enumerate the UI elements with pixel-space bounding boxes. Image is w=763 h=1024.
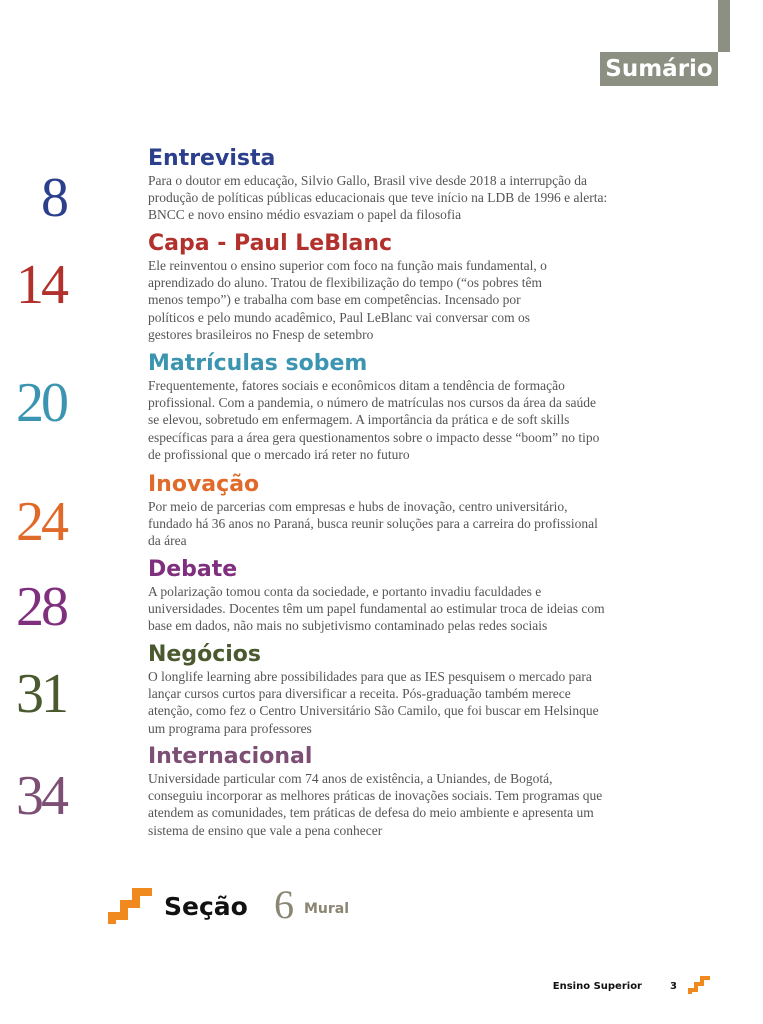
page-number: 28 bbox=[16, 576, 66, 638]
toc-entry[interactable] bbox=[0, 351, 700, 465]
page-number: 14 bbox=[16, 254, 66, 316]
section-name: Mural bbox=[304, 901, 350, 917]
entry-description: A polarização tomou conta da sociedade, e portanto invadiu faculdades e universidades. Docentes têm um papel fundamental ao estimular troca de ideias com base em dados, não mais no subjetivismo contaminado pelas redes sociais bbox=[148, 584, 605, 634]
page-number: 20 bbox=[16, 372, 66, 434]
stairs-logo-icon bbox=[688, 976, 710, 994]
page-title: Sumário bbox=[600, 52, 718, 86]
entry-title: Capa - Paul LeBlanc bbox=[148, 231, 393, 256]
toc-entry[interactable] bbox=[0, 472, 700, 552]
page-number: 31 bbox=[16, 663, 66, 725]
footer-page-number: 3 bbox=[670, 981, 677, 992]
section-label: Seção bbox=[164, 892, 248, 921]
page-footer bbox=[552, 978, 720, 1000]
page-number: 34 bbox=[16, 765, 66, 827]
entry-title: Entrevista bbox=[148, 146, 276, 171]
entry-description: Por meio de parcerias com empresas e hubs de inovação, centro universitário, fundado há 36 anos no Paraná, busca reunir soluções para a carreira do profissional da área bbox=[148, 499, 598, 549]
page-number: 24 bbox=[16, 491, 66, 553]
entry-title: Inovação bbox=[148, 472, 260, 497]
section-page-number: 6 bbox=[274, 882, 294, 927]
toc-entry[interactable] bbox=[0, 642, 700, 738]
entry-description: Frequentemente, fatores sociais e econômicos ditam a tendência de formação profissional. Com a pandemia, o número de matrículas nos cursos da área da saúde se elevou, sobretudo em enfermagem. A importância da prática e de soft skills específicas para a área gera questionamentos sobre o impacto desse “boom” no tipo de profissional que o mercado irá reter no futuro bbox=[148, 378, 600, 462]
entry-description: Para o doutor em educação, Silvio Gallo, Brasil vive desde 2018 a interrupção da produção de políticas públicas educacionais que teve início na LDB de 1996 e alerta: BNCC e novo ensino médio esvaziam o papel da filosofia bbox=[148, 173, 608, 223]
toc-entry[interactable] bbox=[0, 146, 700, 229]
entry-description: O longlife learning abre possibilidades para que as IES pesquisem o mercado para lançar cursos curtos para diversificar a receita. Pós-graduação também merece atenção, como fez o Centro Universitário São Camilo, que foi buscar em Helsinque um programa para professores bbox=[148, 669, 599, 736]
entry-title: Negócios bbox=[148, 642, 261, 667]
section-link[interactable] bbox=[108, 882, 428, 927]
corner-accent-bar bbox=[718, 0, 730, 52]
entry-description: Universidade particular com 74 anos de existência, a Uniandes, de Bogotá, conseguiu incorporar as melhores práticas de inovações sociais. Tem programas que atendem as comunidades, tem práticas de defesa do meio ambiente e apresenta um sistema de ensino que vale a pena conhecer bbox=[148, 771, 603, 838]
toc-entry[interactable] bbox=[0, 557, 700, 637]
stairs-logo-icon bbox=[108, 886, 152, 924]
entry-title: Matrículas sobem bbox=[148, 351, 368, 376]
publication-name: Ensino Superior bbox=[552, 981, 642, 992]
page-number: 8 bbox=[41, 167, 66, 229]
toc-entry[interactable] bbox=[0, 744, 700, 840]
entry-description: Ele reinventou o ensino superior com foco na função mais fundamental, o aprendizado do aluno. Tratou de flexibilização do tempo (“os pobres têm menos tempo”) e trabalha com base em competências. Incensado por políticos e pelo mundo acadêmico, Paul LeBlanc vai conversar com os gestores brasileiros no Fnesp de setembro bbox=[148, 258, 547, 342]
entry-title: Internacional bbox=[148, 744, 313, 769]
toc-entry[interactable] bbox=[0, 231, 700, 345]
entry-title: Debate bbox=[148, 557, 238, 582]
